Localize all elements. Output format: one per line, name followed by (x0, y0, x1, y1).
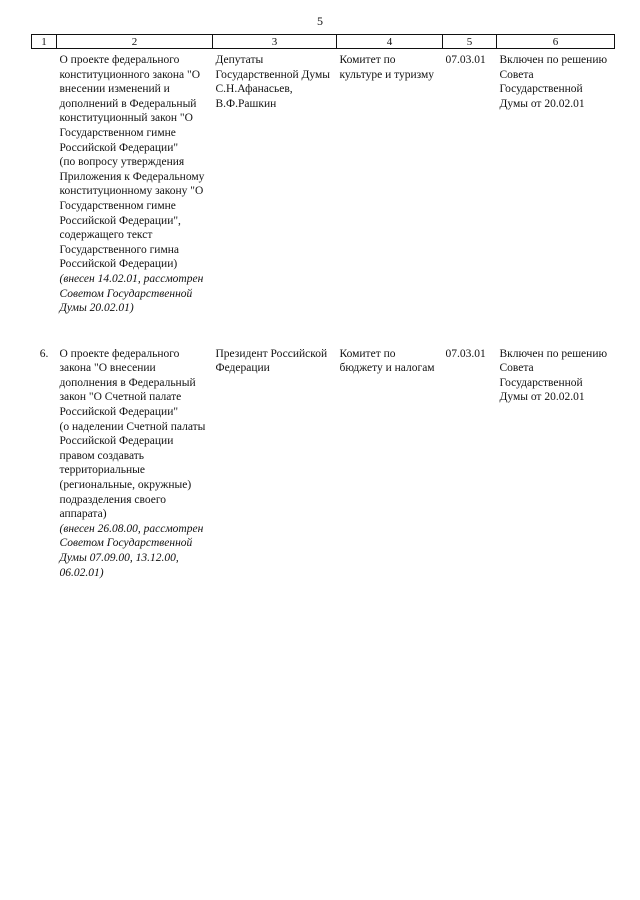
table-row (32, 316, 615, 581)
inclusion-status: Включен по решению Совета Государственной Думы от 20.02.01 (499, 54, 608, 110)
bill-title: О проекте федерального конституционного закона "О внесении изменений и дополнений в Федеральный конституционный закон "О Государственном гимне Российской Федерации" (59, 54, 201, 154)
bill-note: (внесен 14.02.01, рассмотрен Советом Государственной Думы 20.02.01) (59, 272, 204, 315)
bill-description (57, 49, 213, 316)
column-header-4: 4 (337, 35, 443, 49)
bill-subject: (о наделении Счетной палаты Российской Федерации правом создавать территориальные (региональные, окружные) подразделения своего аппарата) (59, 420, 206, 521)
row-number (32, 49, 57, 316)
bill-title: О проекте федерального закона "О внесении дополнения в Федеральный закон "О Счетной палате Российской Федерации" (59, 347, 196, 419)
agenda-table (31, 34, 615, 580)
table-row (32, 49, 615, 316)
column-header-6: 6 (497, 35, 615, 49)
bill-subject: (по вопросу утверждения Приложения к Федеральному конституционному закону "О Государственном гимне Российской Федерации", содержащего текст Государственного гимна Российской Федерации) (59, 156, 205, 271)
column-header-5: 5 (443, 35, 497, 49)
table-header-row (32, 35, 615, 49)
column-header-2: 2 (57, 35, 213, 49)
column-header-3: 3 (213, 35, 337, 49)
inclusion-status: Включен по решению Совета Государственной Думы от 20.02.01 (499, 347, 608, 404)
bill-description (57, 316, 213, 581)
responsible-committee: Комитет по бюджету и налогам (339, 347, 435, 375)
review-date: 07.03.01 (445, 54, 486, 66)
bill-initiator: Депутаты Государственной Думы С.Н.Афанасьев, В.Ф.Рашкин (215, 54, 330, 110)
responsible-committee: Комитет по культуре и туризму (339, 54, 435, 81)
bill-initiator: Президент Российской Федерации (215, 347, 328, 375)
column-header-1: 1 (32, 35, 57, 49)
bill-note: (внесен 26.08.00, рассмотрен Советом Государственной Думы 07.09.00, 13.12.00, 06.02.01) (59, 522, 204, 579)
page-number: 5 (317, 14, 323, 28)
row-number: 6. (39, 347, 49, 360)
review-date: 07.03.01 (445, 347, 486, 360)
